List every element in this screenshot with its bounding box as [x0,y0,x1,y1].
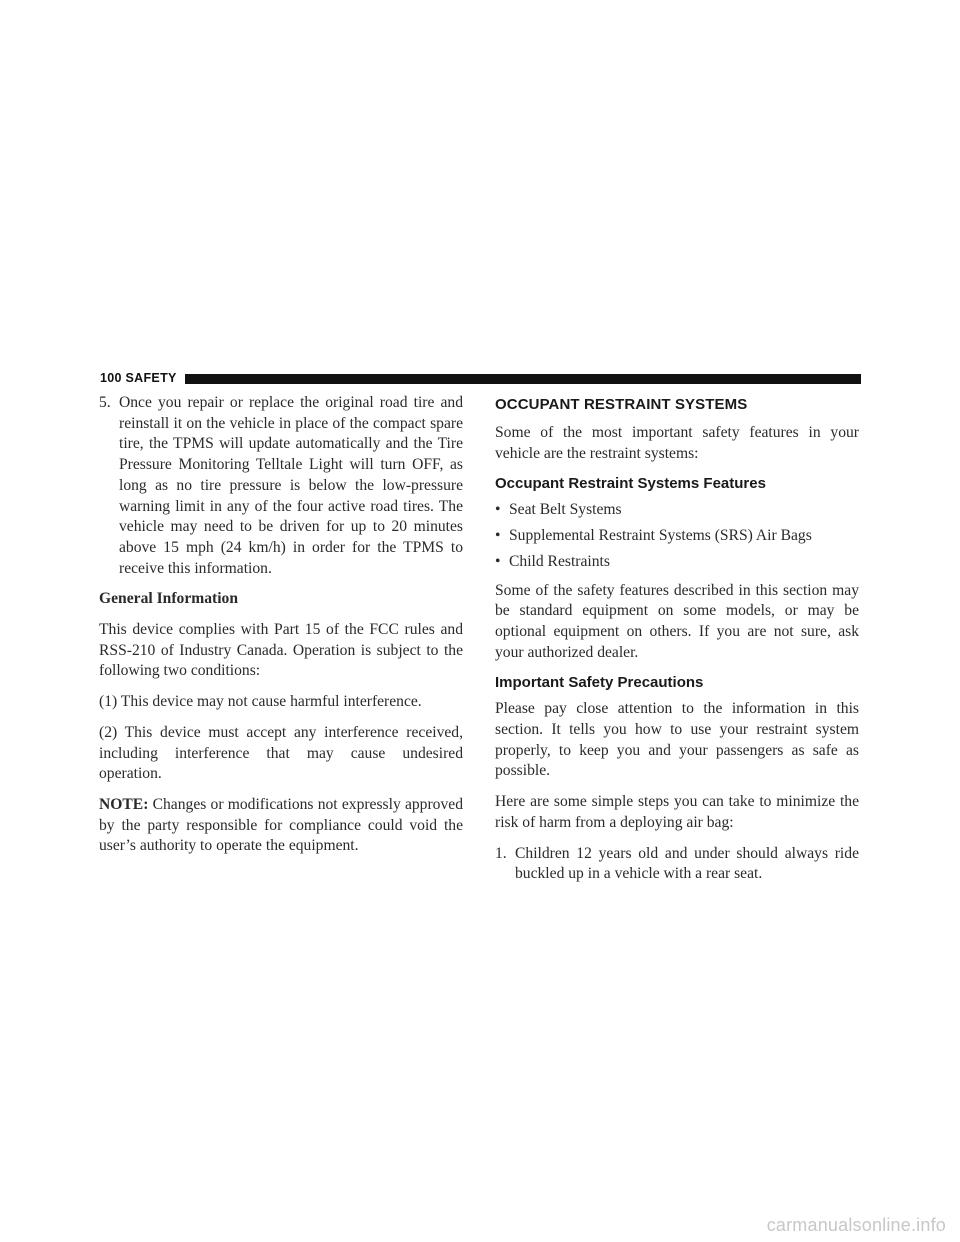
note-label: NOTE: [99,795,149,813]
steps-intro: Here are some simple steps you can take to minimize the risk of harm from a deploying air bag: [495,793,859,831]
header-rule [185,374,861,384]
general-information-heading: General Information [99,590,239,608]
note-paragraph [99,795,463,857]
features-list [495,500,859,572]
condition-2: (2) This device must accept any interference received, including interference that may cause undesired operation. [99,723,463,783]
section-intro: Some of the most important safety features in your vehicle are the restraint systems: [495,424,859,462]
step-1-number: 1. [495,844,507,862]
list-item [495,552,859,573]
list-item [495,526,859,547]
bullet-icon: • [495,501,501,519]
watermark: carmanualsonline.info [766,1215,946,1235]
general-information-text: This device complies with Part 15 of the FCC rules and RSS-210 of Industry Canada. Operation is subject to the following two conditions: [99,621,463,680]
section-title: OCCUPANT RESTRAINT SYSTEMS [495,396,748,413]
features-note: Some of the safety features described in this section may be standard equipment on some models, or may be optional equipment on others. If you are not sure, ask your authorized dealer. [495,581,859,661]
step-1-text: Children 12 years old and under should always ride buckled up in a vehicle with a rear seat. [515,844,859,883]
page-label: 100 SAFETY [100,371,177,385]
condition-1: (1) This device may not cause harmful interference. [99,693,422,711]
precautions-text: Please pay close attention to the information in this section. It tells you how to use your restraint system properly, to keep you and your passengers as safe as possible. [495,700,859,780]
feature-label: Child Restraints [509,552,610,570]
page-header [100,371,861,385]
step-5-number: 5. [99,394,111,411]
bullet-icon: • [495,552,501,570]
left-column [99,393,463,867]
list-item [495,500,859,521]
features-heading: Occupant Restraint Systems Features [495,475,766,493]
step-5 [99,393,463,579]
step-5-text: Once you repair or replace the original road tire and reinstall it on the vehicle in place of the compact spare tire, the TPMS will update automatically and the Tire Pressure Monitoring Telltale Light will turn OFF, as long as no tire pressure is below the low-pressure warning limit in any of the four active road tires. The vehicle may need to be driven for up to 20 minutes above 15 mph (24 km/h) in order for the TPMS to receive this information. [119,394,463,577]
precautions-heading: Important Safety Precautions [495,674,704,692]
bullet-icon: • [495,527,501,545]
note-text: Changes or modifications not expressly approved by the party responsible for compliance could void the user’s authority to operate the equipment. [99,795,463,855]
feature-label: Seat Belt Systems [509,501,622,519]
right-column [495,393,859,895]
feature-label: Supplemental Restraint Systems (SRS) Air Bags [509,527,812,545]
step-1 [495,844,859,885]
